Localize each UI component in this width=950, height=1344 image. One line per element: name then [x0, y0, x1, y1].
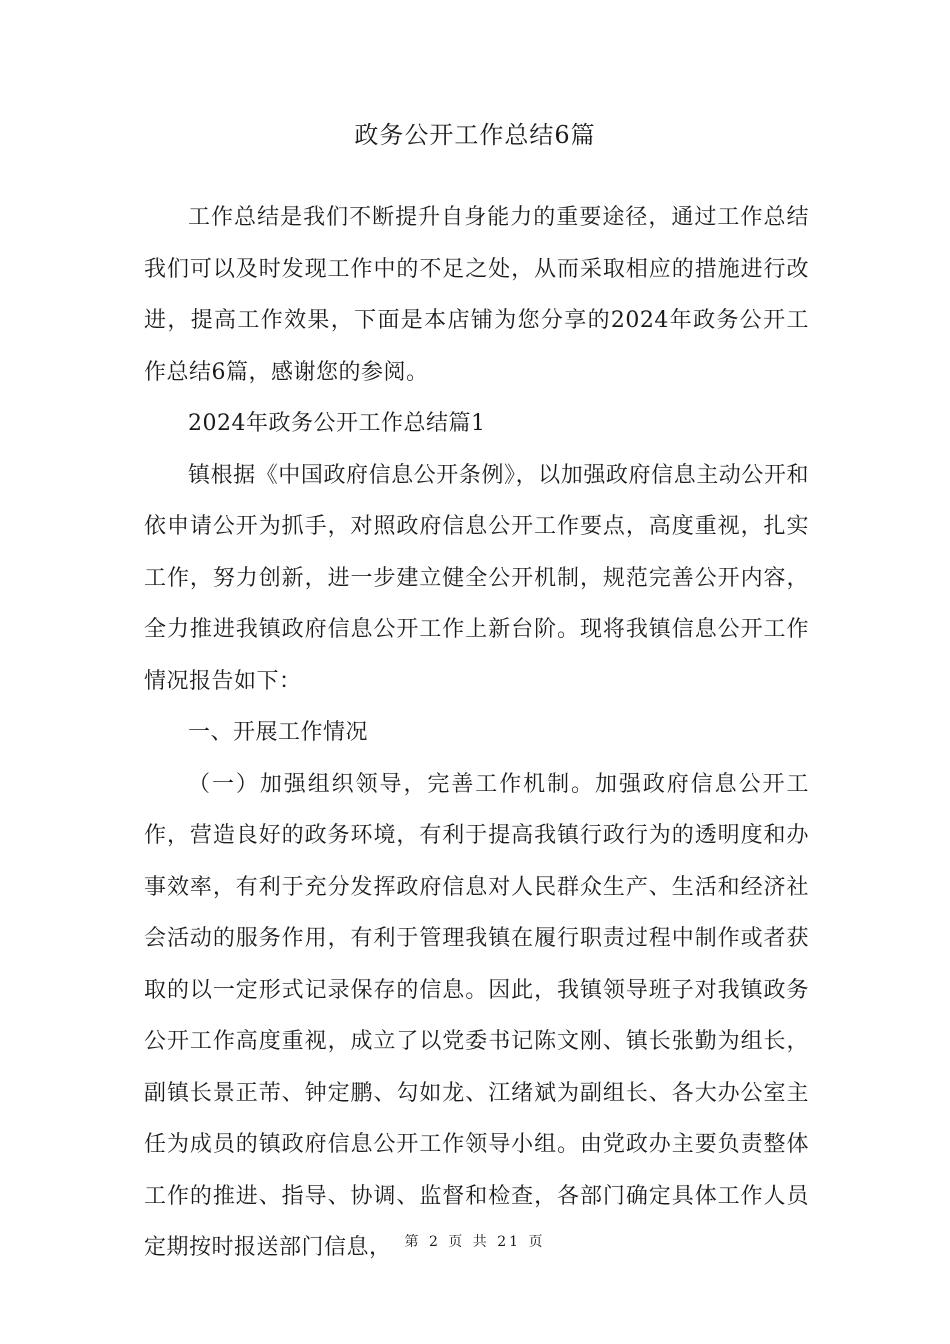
document-body — [144, 192, 809, 1274]
document-title: 政务公开工作总结6篇 — [354, 121, 596, 149]
subsection-heading: 一、开展工作情况 — [188, 720, 369, 745]
page-number-footer: 第 2 页 共 21 页 — [404, 1234, 546, 1250]
section-heading: 2024年政务公开工作总结篇1 — [188, 411, 486, 436]
intro-paragraph: 工作总结是我们不断提升自身能力的重要途径，通过工作总结我们可以及时发现工作中的不足之处，从而采取相应的措施进行改进，提高工作效果，下面是本店铺为您分享的2024年政务公开工作总结6篇，感谢您的参阅。 — [144, 205, 809, 385]
body-paragraph: （一）加强组织领导，完善工作机制。加强政府信息公开工作，营造良好的政务环境，有利于提高我镇行政行为的透明度和办事效率，有利于充分发挥政府信息对人民群众生产、生活和经济社会活动的服务作用，有利于管理我镇在履行职责过程中制作或者获取的以一定形式记录保存的信息。因此，我镇领导班子对我镇政务公开工作高度重视，成立了以党委书记陈文刚、镇长张勤为组长，副镇长景正芾、钟定鹏、勾如龙、江绪斌为副组长、各大办公室主任为成员的镇政府信息公开工作领导小组。由党政办主要负责整体工作的推进、指导、协调、监督和检查，各部门确定具体工作人员定期按时报送部门信息， — [144, 771, 809, 1260]
body-paragraph: 镇根据《中国政府信息公开条例》，以加强政府信息主动公开和依申请公开为抓手，对照政府信息公开工作要点，高度重视，扎实工作，努力创新，进一步建立健全公开机制，规范完善公开内容，全力推进我镇政府信息公开工作上新台阶。现将我镇信息公开工作情况报告如下： — [144, 462, 809, 694]
